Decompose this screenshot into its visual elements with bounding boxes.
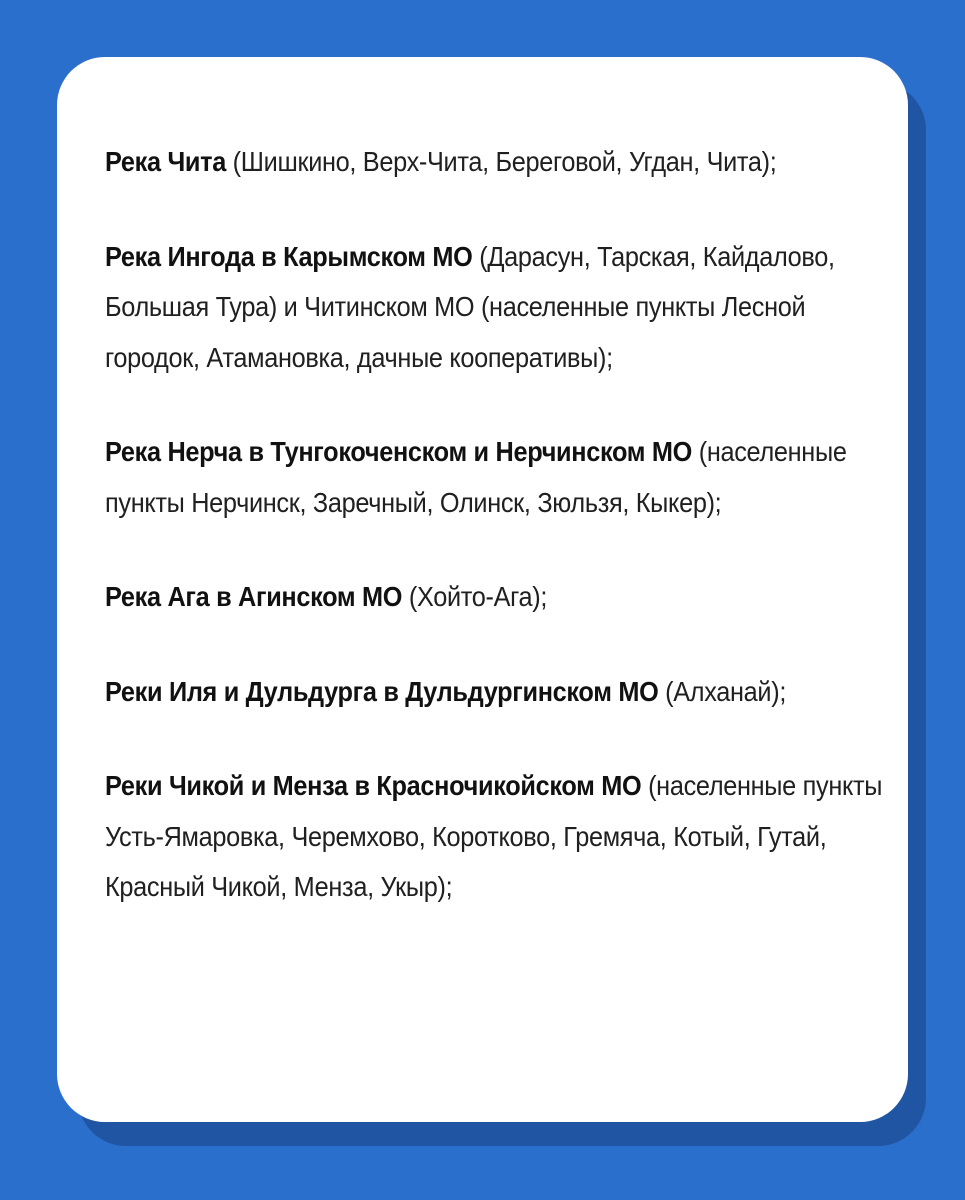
river-detail: (населенные пункты Нерчинск, Заречный, Олинск, Зюльзя, Кыкер); [105,436,847,518]
river-title: Реки Чикой и Менза в Красночикойском МО [105,770,642,801]
river-title: Река Нерча в Тунгокоченском и Нерчинском МО [105,436,693,467]
list-item [105,572,887,623]
list-item [105,761,887,913]
river-title: Река Ага в Агинском МО [105,581,403,612]
river-title: Река Чита [105,146,226,177]
list-item [105,137,887,188]
flood-rivers-card [57,57,908,1122]
list-item [105,667,887,718]
river-detail: (Хойто-Ага); [402,581,548,612]
list-item [105,427,887,528]
river-detail: (Алханай); [658,675,787,707]
river-title: Реки Иля и Дульдурга в Дульдургинском МО [105,675,659,707]
river-detail: (Шишкино, Верх-Чита, Береговой, Угдан, Чита); [225,146,777,177]
list-item [105,232,887,384]
river-detail: (Дарасун, Тарская, Кайдалово, Большая Тура) и Читинском МО (населенные пункты Лесной городок, Атамановка, дачные кооперативы); [105,240,835,373]
river-title: Река Ингода в Карымском МО [105,240,473,272]
river-detail: (населенные пункты Усть-Ямаровка, Черемхово, Коротково, Гремяча, Котый, Гутай, Красный Чикой, Менза, Укыр); [105,770,883,902]
